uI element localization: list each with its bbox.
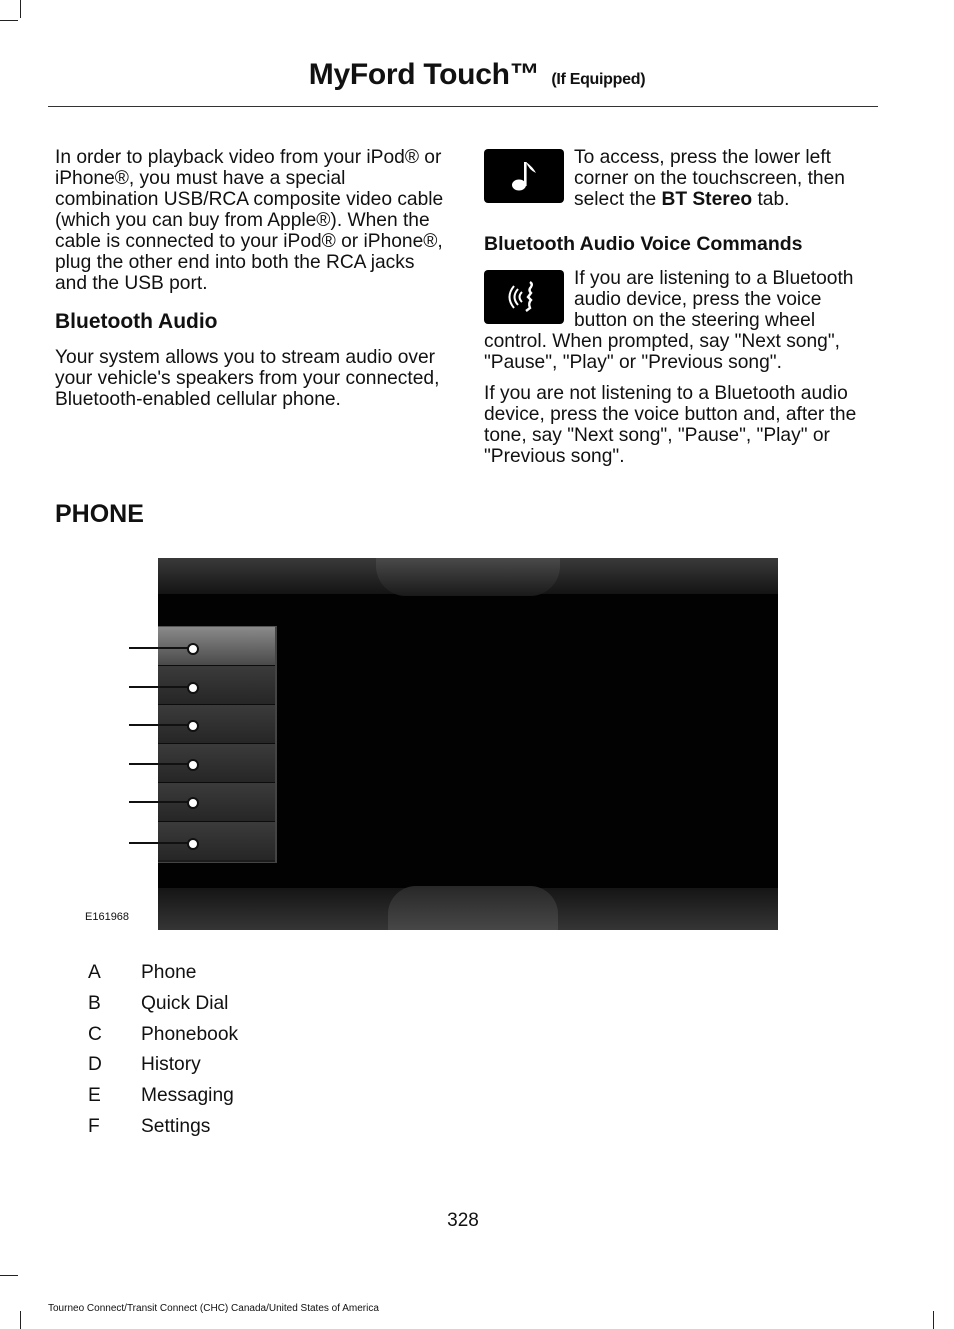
legend-row [88, 993, 238, 1024]
menu-item-settings [158, 822, 275, 860]
legend-letter: A [88, 962, 101, 983]
callout-dot-b [187, 682, 199, 694]
phone-menu-panel [158, 626, 277, 863]
legend-letter: E [88, 1085, 101, 1107]
screen-top-tab [376, 558, 560, 596]
legend-label: Quick Dial [141, 992, 229, 1014]
crop-mark [0, 20, 18, 21]
legend-label: Phonebook [141, 1023, 239, 1045]
legend-label: Settings [141, 1115, 211, 1137]
callout-line-b [129, 686, 192, 688]
legend-row [88, 1024, 238, 1055]
callout-dot-f [187, 838, 199, 850]
header-title: MyFord Touch™ [308, 58, 540, 91]
bluetooth-audio-heading: Bluetooth Audio [55, 310, 218, 333]
legend-label: Phone [141, 962, 197, 983]
legend-letter: B [88, 992, 101, 1014]
callout-line-e [129, 801, 192, 803]
crop-mark [20, 0, 21, 18]
phone-screen-illustration [158, 558, 778, 930]
callout-line-d [129, 763, 192, 765]
crop-mark [933, 1311, 934, 1329]
page-number: 328 [447, 1210, 479, 1231]
callout-dot-d [187, 759, 199, 771]
left-column [55, 147, 450, 410]
callout-dot-e [187, 797, 199, 809]
callout-line-a [129, 647, 192, 649]
footer-text: Tourneo Connect/Transit Connect (CHC) Canada/United States of America [48, 1303, 379, 1314]
music-note-icon [484, 149, 564, 203]
menu-item-messaging [158, 783, 275, 822]
phone-legend [88, 962, 238, 1147]
intro-paragraph: In order to playback video from your iPod® or iPhone®, you must have a special combination USB/RCA composite video cable (which you can buy from Apple®). When the cable is connected to your iPod® or iPhone®, plug the other end into both the RCA jacks and the USB port. [55, 147, 444, 294]
bt-stereo-label: BT Stereo [661, 189, 753, 210]
page-header [0, 58, 954, 92]
legend-row [88, 1116, 238, 1147]
voice-commands-heading: Bluetooth Audio Voice Commands [484, 233, 803, 255]
crop-mark [0, 1275, 18, 1276]
callout-dot-c [187, 720, 199, 732]
callout-dot-a [187, 643, 199, 655]
legend-letter: F [88, 1115, 100, 1137]
figure-id: E161968 [85, 911, 130, 923]
header-subtitle: (If Equipped) [551, 71, 646, 88]
right-column [484, 147, 879, 467]
legend-letter: D [88, 1054, 102, 1076]
callout-line-f [129, 842, 192, 844]
bluetooth-audio-paragraph: Your system allows you to stream audio over your vehicle's speakers from your connected, Bluetooth-enabled cellular phone. [55, 347, 440, 410]
phone-section-title: PHONE [55, 500, 144, 528]
voice-command-icon [484, 270, 564, 324]
legend-label: History [141, 1054, 201, 1076]
header-divider [48, 106, 878, 107]
access-instructions: To access, press the lower left corner on the touchscreen, then select the BT Stereo tab. [574, 147, 845, 210]
legend-row [88, 962, 238, 993]
legend-row [88, 1085, 238, 1116]
voice-paragraph-1: If you are listening to a Bluetooth audio device, press the voice button on the steering wheel control. When prompted, say "Next song", "Pause", "Play" or "Previous song". [484, 268, 854, 373]
legend-row [88, 1054, 238, 1085]
voice-paragraph-2: If you are not listening to a Bluetooth audio device, press the voice button and, after the tone, say "Next song", "Pause", "Play" or "Previous song". [484, 383, 857, 467]
callout-line-c [129, 724, 192, 726]
legend-letter: C [88, 1023, 102, 1045]
crop-mark [20, 1311, 21, 1329]
legend-label: Messaging [141, 1085, 234, 1107]
screen-bottom-tab [388, 886, 558, 930]
